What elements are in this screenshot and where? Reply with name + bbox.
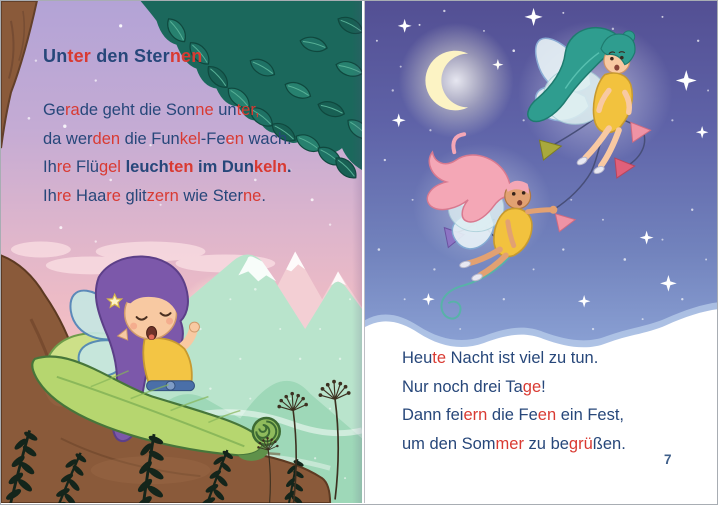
text-segment: Haa bbox=[71, 186, 107, 205]
text-segment: re bbox=[106, 186, 121, 205]
text-segment: ge bbox=[522, 377, 542, 396]
text-segment: ter, bbox=[236, 101, 260, 119]
text-segment: da wer bbox=[43, 129, 93, 148]
text-segment: Heu bbox=[402, 349, 433, 367]
text-segment: die Fun bbox=[120, 129, 180, 148]
text-segment: glit bbox=[120, 186, 147, 205]
text-segment: te bbox=[432, 349, 447, 367]
text-segment: en bbox=[537, 406, 557, 425]
text-segment: die Fe bbox=[487, 406, 538, 425]
text-segment: ein Fest, bbox=[556, 406, 625, 425]
text-segment: ne bbox=[195, 101, 214, 119]
text-segment: leuch bbox=[120, 158, 169, 177]
text-segment: Ih bbox=[43, 186, 57, 205]
text-segment: un bbox=[213, 101, 237, 119]
text-segment: den bbox=[92, 129, 121, 148]
text-line bbox=[43, 96, 292, 125]
text-segment: de geht die Son bbox=[79, 101, 196, 119]
text-segment: Ge bbox=[43, 101, 66, 119]
right-text-block bbox=[402, 344, 626, 458]
text-segment: Ih bbox=[43, 158, 57, 177]
text-segment: mer bbox=[495, 434, 524, 453]
text-line bbox=[43, 182, 292, 211]
left-text-block bbox=[43, 96, 292, 210]
text-segment: re bbox=[56, 186, 72, 205]
text-segment: ! bbox=[541, 377, 546, 396]
text-segment: Nacht ist viel zu tun. bbox=[446, 349, 599, 367]
text-segment: Flü bbox=[71, 158, 99, 177]
text-segment: ßen. bbox=[592, 434, 626, 453]
text-line bbox=[402, 344, 626, 373]
text-line bbox=[402, 373, 626, 402]
page-right bbox=[364, 1, 718, 503]
text-line bbox=[43, 125, 292, 154]
crescent-moon bbox=[399, 23, 514, 138]
text-segment: um den Som bbox=[402, 434, 496, 453]
text-segment: Dann fei bbox=[402, 406, 464, 425]
text-segment: . bbox=[286, 158, 292, 177]
text-segment: zu be bbox=[523, 434, 569, 453]
text-line bbox=[402, 430, 626, 459]
text-line bbox=[43, 153, 292, 182]
page-number: 7 bbox=[664, 452, 672, 467]
text-segment: re bbox=[56, 158, 72, 177]
text-segment: gel bbox=[98, 158, 121, 177]
text-segment: zern bbox=[146, 186, 179, 205]
text-segment: ne bbox=[242, 186, 262, 205]
text-segment: den Ster bbox=[91, 46, 170, 66]
text-segment: kel bbox=[179, 129, 201, 148]
text-segment: ter bbox=[67, 46, 92, 66]
text-segment: Nur noch drei Ta bbox=[402, 377, 523, 396]
text-segment: ten bbox=[168, 158, 194, 177]
left-page-illustration bbox=[1, 1, 362, 503]
text-segment: im Dun bbox=[193, 158, 254, 177]
text-segment: nen bbox=[169, 46, 203, 66]
text-segment: . bbox=[261, 186, 266, 205]
text-segment: grü bbox=[568, 434, 593, 453]
text-segment: Un bbox=[43, 46, 68, 66]
chapter-title bbox=[43, 46, 202, 67]
text-segment: ern bbox=[463, 406, 488, 425]
text-segment: ra bbox=[65, 101, 80, 119]
text-segment: -Fe bbox=[200, 129, 226, 148]
text-segment: wach. bbox=[243, 129, 292, 148]
text-line bbox=[402, 401, 626, 430]
page-left bbox=[1, 1, 362, 503]
text-segment: keln bbox=[253, 158, 287, 177]
text-segment: wie Ster bbox=[178, 186, 243, 205]
text-segment: en bbox=[225, 129, 244, 148]
